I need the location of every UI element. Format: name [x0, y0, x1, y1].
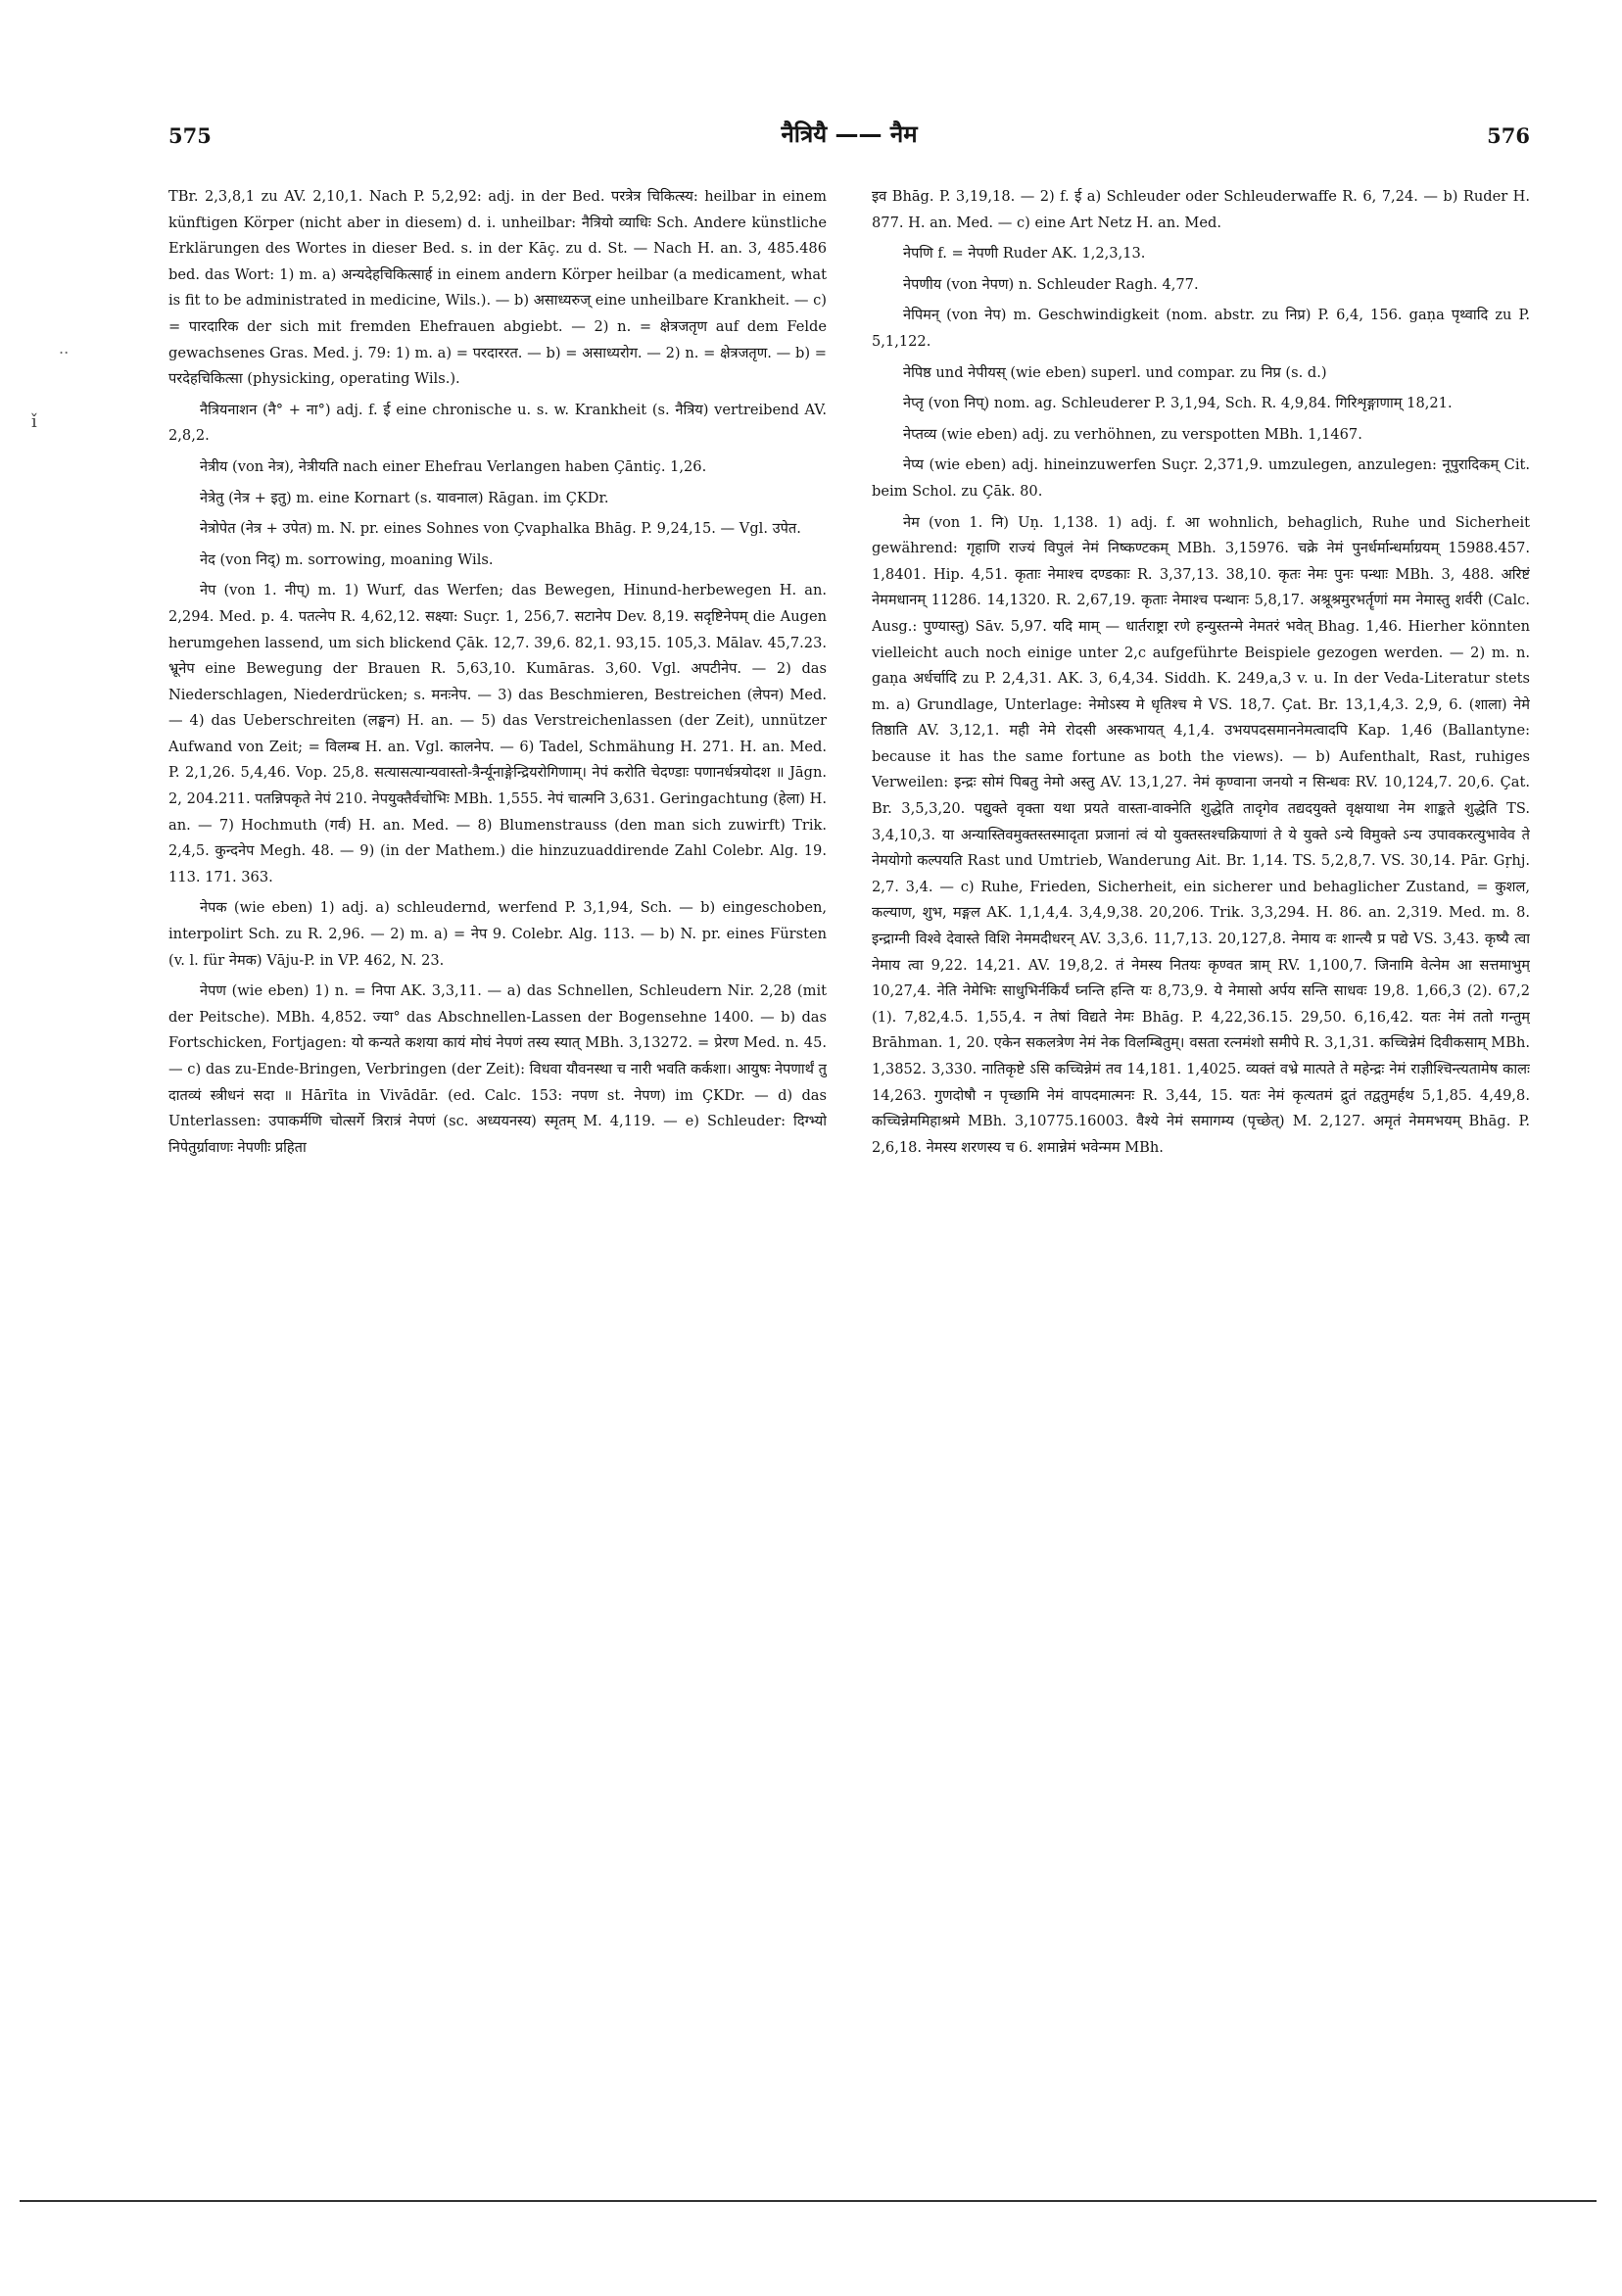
dictionary-entry: नेम (von 1. नि) Uṇ. 1,138. 1) adj. f. आ wohnlich, behaglich, Ruhe und Sicherheit gewährend: गृहाणि राज्यं विपुलं नेमं निष्कण्टकम् MBh. 3,15976. चक्रे नेमं पुनर्धर्मान्धर्माग्रयम् 15988.457. 1,8401. Hip. 4,51. कृताः नेमाश्च दण्डकाः R. 3,37,13. 38,10. कृतः नेमः पुनः पन्थाः MBh. 3, 488. अरिष्टं नेममधानम् 11286. 14,1320. R. 2,67,19. कृताः नेमाश्च पन्थानः 5,8,17. अश्रूश्रमुरभर्तॄणां मम नेमास्तु शर्वरी (Calc. Ausg.: पुण्यास्तु) Sāv. 5,97. यदि माम् — धार्तराष्ट्रा रणे हन्युस्तन्मे नेमतरं भवेत् Bhag. 1,46. Hierher könnten vielleicht auch noch einige unter 2,c aufgeführte Beispiele gezogen werden. — 2) m. n. gaṇa अर्धर्चादि zu P. 2,4,31. AK. 3, 6,4,34. Siddh. K. 249,a,3 v. u. In der Veda-Literatur stets m. a) Grundlage, Unterlage: नेमोऽस्य मे धृतिश्च मे VS. 18,7. Çat. Br. 13,1,4,3. 2,9, 6. (शाला) नेमे तिष्ठाति AV. 3,12,1. मही नेमे रोदसी अस्कभायत् 4,1,4. उभयपदसमाननेमत्वादपि Kap. 1,46 (Ballantyne: because it has the same fortune as both the views). — b) Aufenthalt, Rast, ruhiges Verweilen: इन्द्रः सोमं पिबतु नेमो अस्तु AV. 13,1,27. नेमं कृण्वाना जनयो न सिन्धवः RV. 10,124,7. 20,6. Çat. Br. 3,5,3,20. पद्युक्ते वृक्ता यथा प्रयते वास्ता-वाक्नेति शुद्धेति तादृगेव तद्यदयुक्ते वृक्षयाथा नेम शाङ्कते शुद्धेति TS. 3,4,10,3. या अन्यास्तिवमुक्तस्तस्मादृता प्रजानां त्वं यो युक्तस्तश्चक्रियाणां ते ये युक्ते ऽन्ये विमुक्ते ऽन्य उपावकरत्युभावेव ते नेमयोगो कल्पयति Rast und Umtrieb, Wanderung Ait. Br. 1,14. TS. 5,2,8,7. VS. 30,14. Pār. Gṛhj. 2,7. 3,4. — c) Ruhe, Frieden, Sicherheit, ein sicherer und behaglicher Zustand, = कुशल, कल्याण, शुभ, मङ्गल AK. 1,1,4,4. 3,4,9,38. 20,206. Trik. 3,3,294. H. 86. an. 2,319. Med. m. 8. इन्द्राग्नी विश्वे देवास्ते विशि नेममदीधरन् AV. 3,3,6. 11,7,13. 20,127,8. नेमाय वः शान्त्यै प्र पद्ये VS. 3,43. कृष्यै त्वा नेमाय त्वा 9,22. 14,21. AV. 19,8,2. तं नेमस्य नितयः कृण्वत त्राम् RV. 1,100,7. जिनामि वेत्नेम आ सत्तमाभुम् 10,27,4. नेति नेमेभिः साधुभिर्नकिर्यं घ्नन्ति हन्ति यः 8,73,9. ये नेमासो अर्पय सन्ति साधवः 19,8. 1,66,3 (2). 67,2 (1). 7,82,4.5. 1,55,4. न तेषां विद्यते नेमः Bhāg. P. 4,22,36.15. 29,50. 6,16,42. यतः नेमं ततो गन्तुम् Brāhman. 1, 20. एकेन सकलत्रेण नेमं नेक विलम्बितुम्। वसता रत्नमंशो समीपे R. 3,1,31. कच्चिन्नेमं दिवीकसाम् MBh. 1,3852. 3,330. नातिकृष्टे ऽसि कच्चिन्नेमं तव 14,181. 1,4025. व्यक्तं वभ्रे मात्पते ते महेन्द्रः नेमं राज्ञीश्चिन्त्यतामेष कालः 14,263. गुणदोषौ न पृच्छामि नेमं वापदमात्मनः R. 3,44, 15. यतः नेमं कृत्यतमं द्रुतं तद्वतुमर्हथ 5,1,85. 4,49,8. कच्चिन्नेममिहाश्रमे MBh. 3,10775.16003. वैश्ये नेमं समागम्य (पृच्छेत्) M. 2,127. अमृतं नेममभयम् Bhāg. P. 2,6,18. नेमस्य शरणस्य च 6. शमान्नेमं भवेन्मम MBh. — [872, 513, 1530, 1156]
page-header — [168, 120, 1530, 163]
dictionary-entry: नेपिष्ठ und नेपीयस् (wie eben) superl. und compar. zu निप्र (s. d.) — [903, 363, 1327, 381]
dictionary-entry: नेत्रीय (von नेत्र), नेत्रीयति nach einer Ehefrau Verlangen haben Çāntiç. 1,26. — [200, 457, 707, 475]
dictionary-entry: नेपिमन् (von नेप) m. Geschwindigkeit (nom. abstr. zu निप्र) P. 6,4, 156. gaṇa पृथ्वादि zu P. 5,1,122. — [872, 307, 1530, 350]
dictionary-entry: इव Bhāg. P. 3,19,18. — 2) f. ई a) Schleuder oder Schleuderwaffe R. 6, 7,24. — b) Ruder H. 877. H. an. Med. — c) eine Art Netz H. an. Med. — [872, 188, 1530, 231]
dictionary-entry: TBr. 2,3,8,1 zu AV. 2,10,1. Nach P. 5,2,92: adj. in der Bed. परत्रेत्र चिकित्स्य: heilbar in einem künftigen Körper (nicht aber in diesem) d. i. unheilbar: नैत्रियो व्याधिः Sch. Andere künstliche Erklärungen des Wortes in dieser Bed. s. in der Kāç. zu d. St. — Nach H. an. 3, 485.486 bed. das Wort: 1) m. a) अन्यदेहचिकित्सार्ह in einem andern Körper heilbar (a medicament, what is fit to be administrated in medicine, Wils.). — b) असाध्यरुज् eine unheilbare Krankheit. — c) = पारदारिक der sich mit fremden Ehefrauen abgiebt. — 2) n. = क्षेत्रजतृण auf dem Felde gewachsenes Gras. Med. j. 79: 1) m. a) = परदाररत. — b) = असाध्यरोग. — 2) n. = क्षेत्रजतृण. — b) = परदेहचिकित्सा (physicking, operating Wils.). — [168, 188, 827, 388]
dictionary-entry: नेपणीय (von नेपण) n. Schleuder Ragh. 4,77. — [903, 275, 1199, 293]
dictionary-entry: नैत्रियनाशन (नै° + ना°) adj. f. ई eine chronische u. s. w. Krankheit (s. नैत्रिय) vertreibend AV. 2,8,2. — [168, 401, 827, 445]
right-column — [872, 184, 1530, 1986]
running-title: नैत्रियै —— नैम — [781, 120, 918, 148]
dictionary-entry: नेत्रेतु (नेत्र + इतु) m. eine Kornart (s. यावनाल) Rāgan. im ÇKDr. — [200, 489, 609, 506]
dictionary-entry: नेपणि f. = नेपणी Ruder AK. 1,2,3,13. — [903, 245, 1146, 263]
dictionary-entry: नेप्तव्य (wie eben) adj. zu verhöhnen, zu verspotten MBh. 1,1467. — [903, 425, 1362, 443]
dictionary-entry: नेपण (wie eben) 1) n. = निपा AK. 3,3,11. — a) das Schnellen, Schleudern Nir. 2,28 (mit der Peitsche). MBh. 4,852. ज्या° das Abschnellen-Lassen der Bogensehne 1400. — b) das Fortschicken, Fortjagen: यो कन्यते कशया कायं मोघं नेपणं तस्य स्यात् MBh. 3,13272. = प्रेरण Med. n. 45. — c) das zu-Ende-Bringen, Verbringen (der Zeit): विधवा यौवनस्था च नारी भवति कर्कशा। आयुषः नेपणार्थं तु दातव्यं स्त्रीधनं सदा ॥ Hārīta in Vivādār. (ed. Calc. 153: नपण st. नेपण) im ÇKDr. — d) das Unterlassen: उपाकर्मणि चोत्सर्गे त्रिरात्रं नेपणं (sc. अध्ययनस्य) स्मृतम् M. 4,119. — e) Schleuder: दिग्भ्यो निपेतुर्ग्रावाणः नेपणीः प्रहिता — [168, 982, 827, 1156]
dictionary-entry: नेप्य (wie eben) adj. hineinzuwerfen Suçr. 2,371,9. umzulegen, anzulegen: नूपुरादिकम् Cit. beim Schol. zu Çāk. 80. — [872, 456, 1530, 500]
dictionary-entry: नेत्रोपेत (नेत्र + उपेत) m. N. pr. eines Sohnes von Çvaphalka Bhāg. P. 9,24,15. — Vgl. उपेत. — [200, 520, 801, 538]
dictionary-entry: नेप (von 1. नीप्) m. 1) Wurf, das Werfen; das Bewegen, Hinund-herbewegen H. an. 2,294. Med. p. 4. पतत्नेप R. 4,62,12. सक्ष्या: Suçr. 1, 256,7. सटानेप Dev. 8,19. सदृष्टिनेपम् die Augen herumgehen lassend, um sich blickend Çāk. 12,7. 39,6. 82,1. 93,15. 105,3. Mālav. 45,7.23. भ्रूनेप eine Bewegung der Brauen R. 5,63,10. Kumāras. 3,60. Vgl. अपटीनेप. — 2) das Niederschlagen, Niederdrücken; s. मनःनेप. — 3) das Beschmieren, Bestreichen (लेपन) Med. — 4) das Ueberschreiten (लङ्घन) H. an. — 5) das Verstreichenlassen (der Zeit), unnützer Aufwand von Zeit; = विलम्ब H. an. Vgl. कालनेप. — 6) Tadel, Schmähung H. 271. H. an. Med. P. 2,1,26. 5,4,46. Vop. 25,8. सत्यासत्यान्यवास्तो-त्रैर्न्यूनाङ्गेन्द्रियरोगिणाम्। नेपं करोति चेदण्डाः पणानर्धत्रयोदश ॥ Jāgn. 2, 204.211. पतन्निपकृते नेपं 210. नेपयुक्तैर्वचोभिः MBh. 1,555. नेपं चात्मनि 3,631. Geringachtung (हेला) H. an. — 7) Hochmuth (गर्व) H. an. Med. — 8) Blumenstrauss (den man sich zuwirft) Trik. 2,4,5. कुन्दनेप Megh. 48. — 9) (in der Mathem.) die hinzuzuaddirende Zahl Colebr. Alg. 19. 113. 171. 363. — [168, 582, 827, 885]
page-number-left: 575 — [168, 123, 212, 148]
margin-mark: ǐ — [31, 411, 37, 432]
dictionary-entry: नेप्तृ (von निप्) nom. ag. Schleuderer P. 3,1,94, Sch. R. 4,9,84. गिरिशृङ्गाणाम् 18,21. — [903, 395, 1453, 412]
margin-mark: .. — [59, 339, 70, 358]
dictionary-entry: नेपक (wie eben) 1) adj. a) schleudernd, werfend P. 3,1,94, Sch. — b) eingeschoben, interpolirt Sch. zu R. 2,96. — 2) m. a) = नेप 9. Colebr. Alg. 113. — b) N. pr. eines Fürsten (v. l. für नेमक) Vāju-P. in VP. 462, N. 23. — [168, 899, 827, 969]
page-number-right: 576 — [1487, 123, 1530, 148]
left-column — [168, 184, 827, 1986]
dictionary-entry: नेद (von निद्) m. sorrowing, moaning Wils. — [200, 550, 494, 568]
bottom-rule — [20, 2200, 1597, 2202]
